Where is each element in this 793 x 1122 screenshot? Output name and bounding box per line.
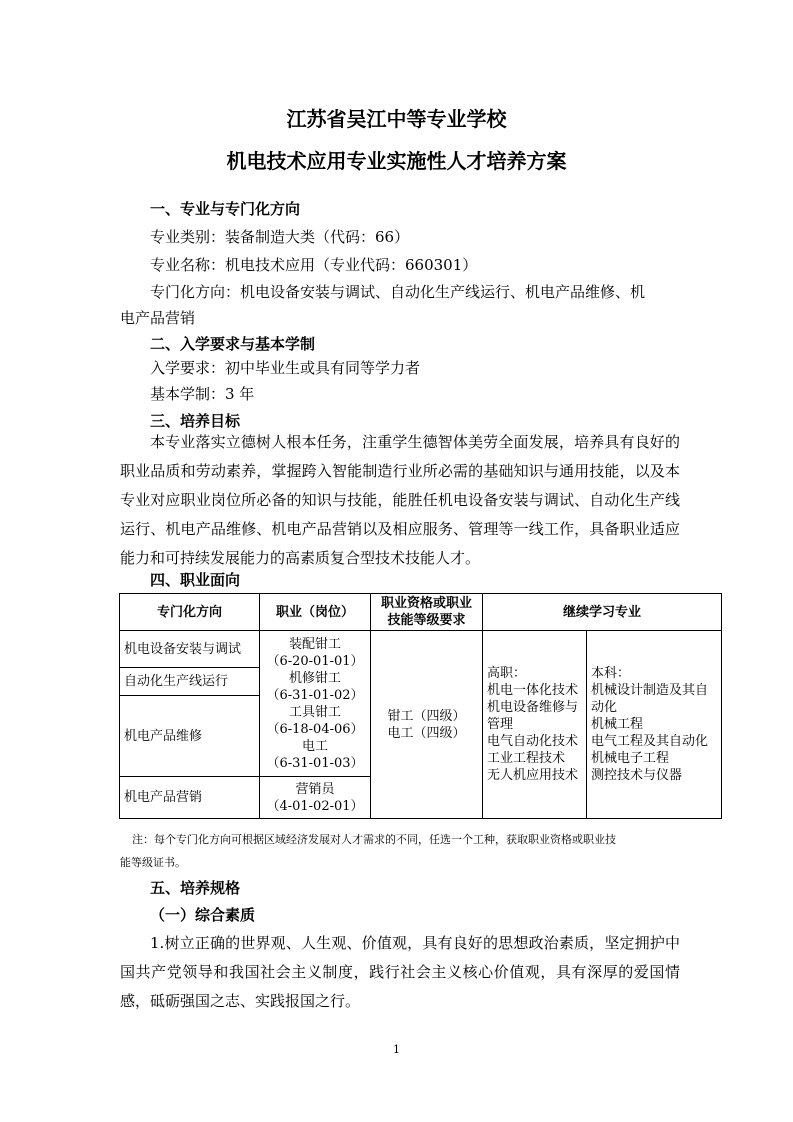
document-title-plan: 机电技术应用专业实施性人才培养方案 (226, 149, 567, 173)
direction-cell: 机电设备安装与调试 (120, 631, 260, 668)
cert-cell (371, 631, 483, 819)
study-item: 电气自动化技术 (487, 734, 579, 749)
specialization-line2: 电产品营销 (120, 309, 196, 327)
header-direction: 专门化方向 (120, 594, 260, 631)
section3-heading: 三、培养目标 (150, 412, 241, 430)
study-item: 电气工程及其自动化 (591, 734, 709, 749)
study-item: 本科： (591, 666, 631, 681)
table-row (120, 631, 722, 668)
specialization-line1: 专门化方向：机电设备安装与调试、自动化生产线运行、机电产品维修、机 (150, 283, 646, 301)
study-item: 工业工程技术 (487, 751, 566, 766)
cert-item: 电工（四级） (387, 725, 466, 741)
direction-cell: 自动化生产线运行 (120, 668, 260, 696)
note-line1: 注：每个专门化方向可根据区域经济发展对人才需求的不同，任选一个工种，获取职业资格或职业技 (132, 833, 616, 846)
study-item: 机械设计制造及其自动化 (591, 683, 709, 715)
document-title-school: 江苏省吴江中等专业学校 (286, 107, 507, 131)
direction-cell: 机电产品营销 (120, 777, 260, 819)
major-category: 专业类别：装备制造大类（代码：66） (150, 228, 410, 246)
section5-heading: 五、培养规格 (150, 879, 241, 897)
section1-heading: 一、专业与专门化方向 (150, 200, 301, 218)
cert-item: 钳工（四级） (387, 708, 466, 724)
job-item: 电工 (301, 738, 328, 754)
study-item: 高职： (487, 666, 527, 681)
table-header-row (120, 594, 722, 631)
study-duration: 基本学制：3 年 (150, 385, 255, 403)
study-item: 机械电子工程 (591, 751, 670, 766)
job-item: 营销员 (295, 781, 335, 797)
job-code: （6-31-01-02） (266, 687, 364, 703)
header-cert-line1: 职业资格或职业 (380, 596, 472, 611)
study-item: 测控技术与仪器 (591, 768, 683, 783)
job-code: （6-31-01-03） (266, 755, 364, 771)
header-study: 继续学习专业 (483, 594, 722, 631)
jobs-cell (260, 631, 371, 777)
job-code: （6-20-01-01） (266, 653, 364, 669)
higher-vocational-cell (483, 631, 587, 819)
note-line2: 能等级证书。 (120, 856, 186, 869)
job-code: （4-01-02-01） (266, 798, 364, 814)
study-item: 机械工程 (591, 717, 644, 732)
job-item: 机修钳工 (288, 670, 341, 686)
quality-paragraph: 1.树立正确的世界观、人生观、价值观，具有良好的思想政治素质，坚定拥护中国共产党领导和我国社会主义制度，践行社会主义核心价值观，具有深厚的爱国情感，砥砺强国之志、实践报国之行。 (120, 934, 680, 1010)
undergraduate-cell (587, 631, 722, 819)
header-cert (371, 594, 483, 631)
header-cert-line2: 技能等级要求 (387, 613, 466, 628)
section5-subheading: （一）综合素质 (150, 906, 256, 924)
jobs-cell (260, 777, 371, 819)
header-job: 职业（岗位） (260, 594, 371, 631)
admission-requirement: 入学要求：初中毕业生或具有同等学力者 (150, 359, 421, 377)
occupation-table (119, 593, 722, 819)
study-item: 机电设备维修与管理 (487, 700, 579, 732)
job-code: （6-18-04-06） (266, 721, 364, 737)
direction-cell: 机电产品维修 (120, 696, 260, 777)
page-number: 1 (393, 1043, 400, 1056)
job-item: 工具钳工 (288, 704, 341, 720)
table-note (120, 828, 695, 874)
major-name: 专业名称：机电技术应用（专业代码：660301） (150, 256, 478, 274)
job-item: 装配钳工 (288, 636, 341, 652)
training-goal-paragraph: 本专业落实立德树人根本任务，注重学生德智体美劳全面发展，培养具有良好的职业品质和劳动素养，掌握跨入智能制造行业所必需的基础知识与通用技能，以及本专业对应职业岗位所必备的知识与技能，能胜任机电设备安装与调试、自动化生产线运行、机电产品维修、机电产品营销以及相应服务、管理等一线工作，具备职业适应能力和可持续发展能力的高素质复合型技术技能人才。 (120, 433, 680, 567)
section4-heading: 四、职业面向 (150, 571, 241, 589)
study-item: 机电一体化技术 (487, 683, 579, 698)
section2-heading: 二、入学要求与基本学制 (150, 335, 316, 353)
study-item: 无人机应用技术 (487, 768, 579, 783)
